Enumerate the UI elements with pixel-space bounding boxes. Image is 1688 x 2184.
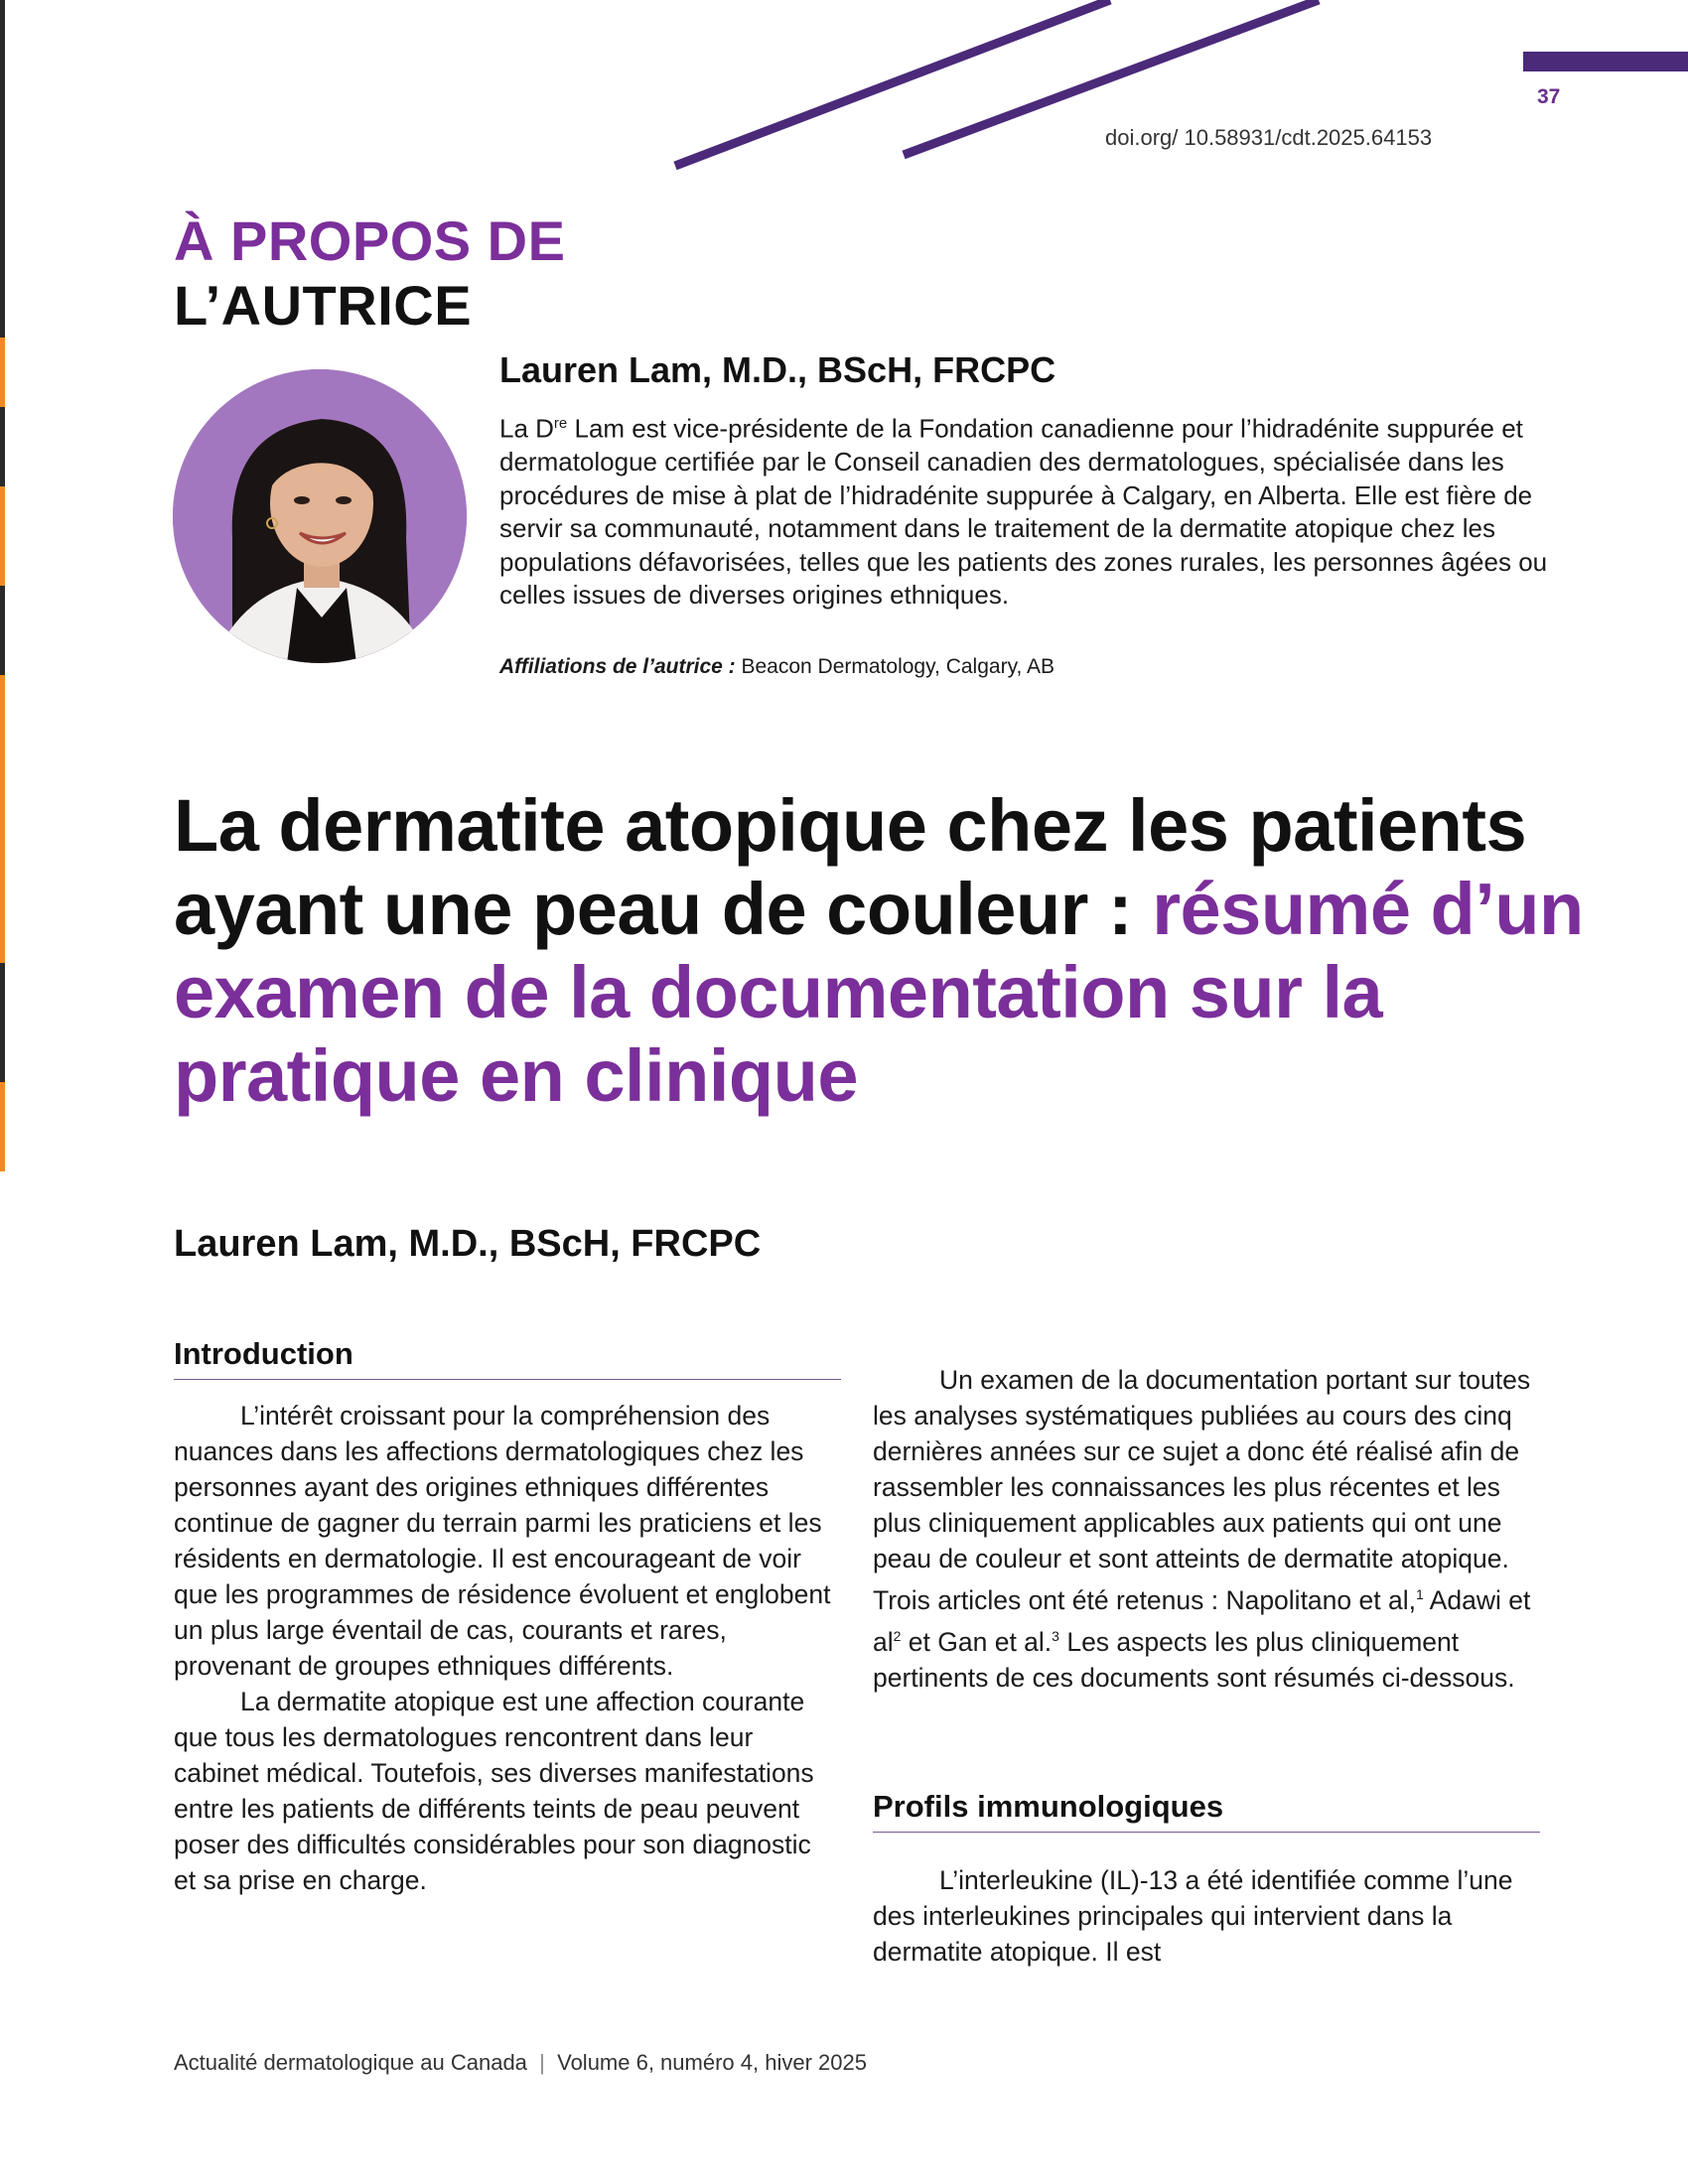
bio-text: La D [499, 413, 554, 444]
immunology-paragraph: L’interleukine (IL)-13 a été identifiée comme l’une des interleukines principales qui intervient dans la dermatite atopique. Il est [873, 1865, 1513, 1967]
section-divider [873, 1832, 1540, 1833]
reference-3: 3 [1052, 1627, 1059, 1644]
footer-separator: | [539, 2050, 545, 2075]
bio-text: Lam est vice-présidente de la Fondation canadienne pour l’hidradénite suppurée et dermatologue certifiée par le Conseil canadien des dermatologues, spécialisée dans les procédures de mise à plat de l’hidradénite suppurée à Calgary, en Alberta. Elle est fière de servir sa communauté, notamment dans le traitement de la dermatite atopique chez les populations défavorisées, telles que les patients des zones rurales, les personnes âgées ou celles issues de diverses origines ethniques. [499, 413, 1548, 611]
page-edge-bar [0, 407, 5, 486]
article-title-subtitle: résumé d’un examen de la documentation sur la pratique en clinique [174, 868, 1584, 1117]
paragraph-text: Adawi et al [873, 1584, 1531, 1657]
section-heading-immunological-profiles: Profils immunologiques [873, 1789, 1224, 1824]
page-footer [174, 2050, 867, 2076]
affiliation-label: Affiliations de l’autrice : [499, 655, 736, 678]
header-accent-bar [1523, 52, 1688, 71]
affiliation-value: Beacon Dermatology, Calgary, AB [735, 655, 1055, 678]
right-column-text [873, 1362, 1540, 1696]
page-edge-bar [0, 963, 5, 1082]
paragraph-text: et Gan et al. [901, 1626, 1053, 1657]
doi-link[interactable]: doi.org/ 10.58931/cdt.2025.64153 [1105, 125, 1433, 150]
bio-superscript: re [553, 415, 568, 432]
page-number: 37 [1537, 85, 1561, 108]
intro-column [174, 1398, 834, 1898]
about-heading-line1: À PROPOS DE [174, 209, 566, 272]
section-heading-introduction: Introduction [174, 1336, 353, 1371]
literature-review-paragraph [873, 1362, 1540, 1696]
paragraph-text: Un examen de la documentation portant sur toutes les analyses systématiques publiées au cours des cinq dernières années sur ce sujet a donc été réalisé afin de rassembler les connaissances les plus récentes et les plus cliniquement applicables aux patients qui ont une peau de couleur et sont atteints de dermatite atopique. Trois articles ont été retenus : Napolitano et al, [873, 1365, 1531, 1615]
article-title-main: La dermatite atopique chez les patients ayant une peau de couleur : [174, 784, 1527, 950]
page-edge-bar [0, 1082, 5, 1171]
intro-paragraph-1: L’intérêt croissant pour la compréhension des nuances dans les affections dermatologiques chez les personnes ayant des origines ethniques différentes continue de gagner du terrain parmi les praticiens et les résidents en dermatologie. Il est encourageant de voir que les programmes de résidence évoluent et englobent un plus large éventail de cas, courants et rares, provenant de groupes ethniques différents. [174, 1401, 831, 1681]
author-portrait [173, 369, 467, 663]
reference-1: 1 [1415, 1586, 1424, 1602]
footer-issue: Volume 6, numéro 4, hiver 2025 [557, 2050, 867, 2075]
author-affiliation [499, 655, 1055, 679]
page-edge-bar [0, 486, 5, 586]
article-title [174, 784, 1584, 1118]
page-edge-bar [0, 338, 5, 407]
section-divider [174, 1379, 841, 1380]
decorative-stripes [0, 0, 1688, 199]
immunology-column [873, 1862, 1540, 1970]
about-heading-line2: L’AUTRICE [174, 274, 473, 337]
author-bio [499, 407, 1552, 613]
about-author-name: Lauren Lam, M.D., BScH, FRCPC [499, 349, 1056, 390]
author-portrait-illustration [173, 369, 467, 663]
page-edge-bar [0, 675, 5, 963]
paragraph-text: Les aspects les plus cliniquement pertinents de ces documents sont résumés ci-dessous. [873, 1626, 1515, 1693]
footer-journal: Actualité dermatologique au Canada [174, 2050, 527, 2075]
article-byline: Lauren Lam, M.D., BScH, FRCPC [174, 1223, 762, 1265]
reference-2: 2 [893, 1627, 902, 1644]
page-edge-bar [0, 586, 5, 675]
intro-paragraph-2: La dermatite atopique est une affection courante que tous les dermatologues rencontrent dans leur cabinet médical. Toutefois, ses diverses manifestations entre les patients de différents teints de peau peuvent poser des difficultés considérables pour son diagnostic et sa prise en charge. [174, 1687, 814, 1895]
